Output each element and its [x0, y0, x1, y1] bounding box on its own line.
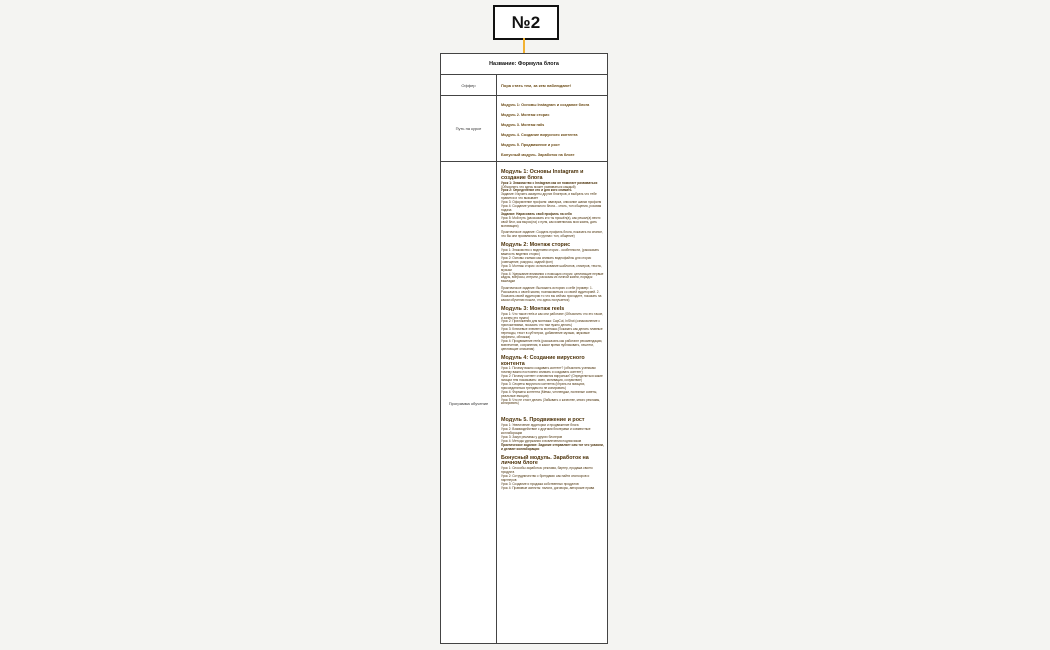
path-item: Модуль 2. Монтаж сторис	[501, 113, 550, 117]
lesson-line: Урок 4: Форматы контента (Мемы, челленджи, полезные советы, реальные эмоции)	[501, 389, 598, 398]
program-content	[497, 162, 607, 644]
program-label: Программа обучение	[441, 162, 497, 644]
lesson-line: Урок 5: Мой путь (рассказать кто ты прошёл(а), как решил(а) вести свой блог, как вырос(ла) с нуля, как изменилась моя жизнь, дать мотивацию)	[501, 215, 601, 228]
path-item: Бонусный модуль. Заработок на блоге	[501, 153, 575, 157]
program-row	[441, 162, 607, 644]
course-table	[440, 53, 608, 644]
lesson-line: Урок 2: Сотрудничество с брендами: как найти спонсоров и партнеров	[501, 473, 590, 482]
path-item: Модуль 1: Основы Instagram и создание блога	[501, 103, 590, 107]
lesson-line: Урок 4: Методы удержания и вовлечения подписчиков	[501, 438, 582, 443]
module-heading: Модуль 4: Создание вирусного контента	[501, 354, 585, 367]
practice-task: Практическое задание: Выложить историю о себе (пример: 1. Рассказать о своей жизни, познакомиться со своей аудиторией. 2. Показать своей аудитории то что вы сейчас проходите, показать на каком обучении пошли, что здесь получается)	[501, 286, 602, 302]
lesson-line: Урок 4: Создание уникального блога... стиль, тон общения, розовая подача	[501, 204, 602, 212]
lesson-line: Урок 3: Закуп рекламы у других блогеров	[501, 434, 563, 439]
lesson-line: (Объяснить что здесь может развиваться каждый)	[501, 184, 576, 189]
lesson-line: Урок 3: Оформление профиля: аватарка, описание шапки профиля	[501, 200, 602, 205]
lesson-line: Урок 4: Правовые аспекты: налоги, договоры, авторские права	[501, 485, 595, 490]
module-heading: Модуль 5. Продвижение и рост	[501, 417, 585, 424]
module-heading: Модуль 1: Основы Instagram и создание блога	[501, 169, 584, 181]
lesson-line: Урок 1: Знакомство с видением сторис - особенности, (рассказать важность видения сторис)	[501, 248, 600, 256]
path-label: Путь на курсе	[441, 96, 497, 161]
offer-value: Пора стать тем, за кем наблюдают!	[501, 82, 572, 88]
lesson-line: Урок 4: Продвижение reels (рассказать как работают рекомендации, вовлечение, сохранения, в какое время публиковать, хештеги, цепляющие описания)	[501, 339, 603, 351]
lesson-line: Урок 3: Монтаж сторис: использование шаблонов, стикеров, текста, музыки	[501, 263, 602, 272]
lesson-line: Урок 3: Ключевые элементы монтажа (Показать как делать плавные переходы, текст в субтитрах, добавление музыки, звуковые эффекты, обложка)	[501, 327, 603, 340]
lesson-line: Урок 2: Приложения для монтажа: CapCut, InShot (ознакомление с приложениями, показать что там нужно делать)	[501, 319, 601, 328]
course-title: Название: Формула блога	[441, 54, 607, 75]
path-item: Модуль 5. Продвижение и рост	[501, 143, 560, 147]
lesson-line: Урок 2: Определение кто и для кого снимать	[501, 188, 572, 193]
practice-task: Практическое задание: Задание отправляет сам тот что указали, и делают коллаборации	[501, 442, 604, 451]
lesson-line: Задание: Нарисовать свой профиль на себя	[501, 211, 572, 216]
connector-line	[523, 38, 525, 53]
lesson-line: Урок 1: Знакомство с Instagram как он помогает развиваться	[501, 180, 598, 185]
module-heading: Модуль 3: Монтаж reels	[501, 305, 565, 312]
lesson-line: Урок 1: Почему важно создавать контент? (объяснить ученикам почему важно постоянно снимать и создавать контент)	[501, 366, 596, 375]
number-badge: №2	[493, 5, 559, 40]
lesson-line: Урок 4: Удержание внимания с помощью сторис: цепляющие первые кадры, вопросы, интриги, рассказы из личной жизни, порядок выкладки	[501, 271, 604, 284]
lesson-line: Задание: Изучить аккаунты других блогеров, и выбрать что тебе нравится и что вызывает	[501, 192, 597, 201]
path-list	[497, 96, 607, 161]
offer-row	[441, 75, 607, 96]
lesson-line: Урок 3: Создание и продажа собственных продуктов	[501, 481, 579, 486]
path-item: Модуль 3. Монтаж rails	[501, 123, 545, 127]
spacer	[501, 406, 604, 414]
offer-label: Оффер	[441, 75, 497, 95]
lesson-line: Урок 2: Основы съемки как снимать видеофайлы для сторис (освещение, ракурсы, задний фон)	[501, 255, 592, 264]
module-heading: Модуль 2: Монтаж сторис	[501, 242, 571, 249]
path-row	[441, 96, 607, 162]
lesson-line: Урок 5: Что не стоит делать (Забывать о качестве, много рекламы, копировать)	[501, 397, 601, 406]
lesson-line: Урок 2: Почему контент становится вирусным? (Определиться какие эмоции тем показывать: смех, мотивация, сочувствие)	[501, 374, 603, 383]
practice-task: Практическое задание: Создать профиль блога, показать на сеансе, что бы они проявлялись в группах: тон, общение)	[501, 230, 603, 239]
lesson-line: Урок 1: Способы заработка: реклама, бартер, продажа своего продукта	[501, 466, 593, 475]
lesson-line: Урок 1: Что такое reels и как они работают (Объяснить что это такое, и зачем это нужно)	[501, 311, 604, 320]
lesson-line: Урок 2: Взаимодействие с другими блогерами и совместные коллаборации	[501, 427, 591, 435]
lesson-line: Урок 1: Увеличение аудитории и продвижение блога	[501, 423, 579, 428]
module-heading: Бонусный модуль. Заработок на личном блоге	[501, 454, 589, 467]
path-item: Модуль 4. Создание вирусного контента	[501, 133, 578, 137]
lesson-line: Урок 3: Секреты вирусного контента (Играть на эмоциях, присоединяться трендам но не копировать)	[501, 381, 586, 390]
